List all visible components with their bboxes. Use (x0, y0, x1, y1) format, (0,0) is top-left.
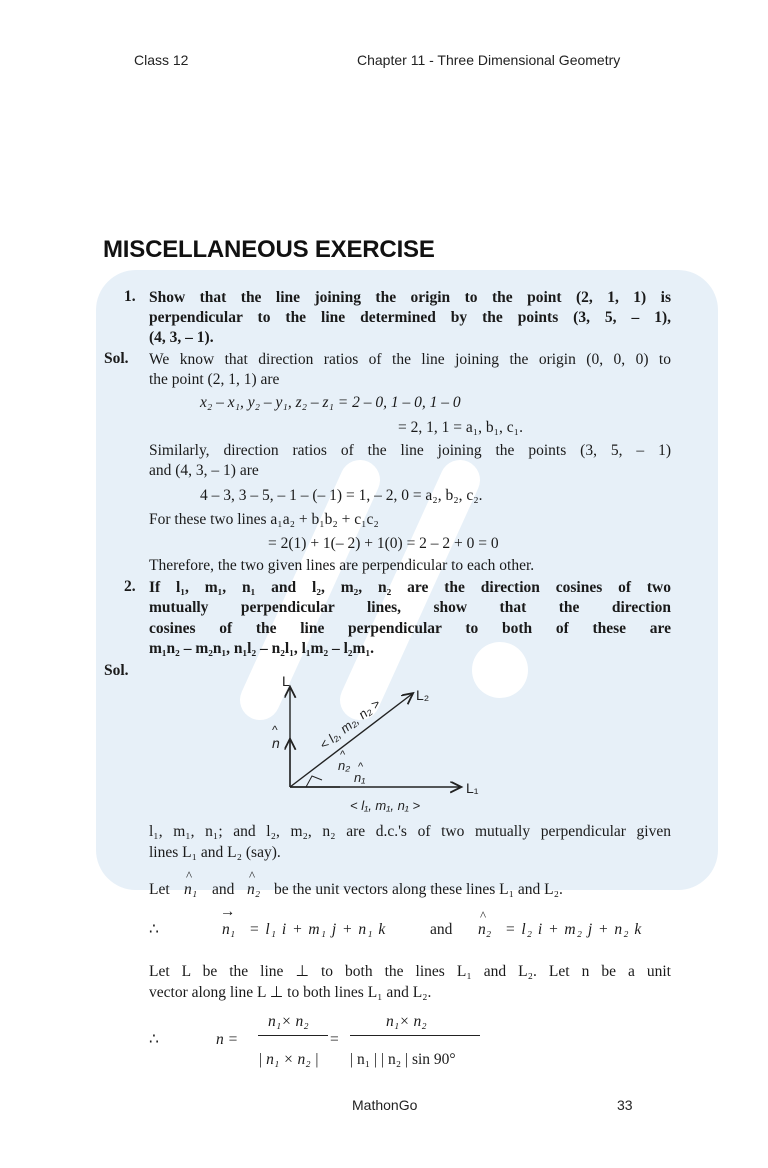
sol1-line-6: Therefore, the two given lines are perpendicular to each other. (149, 557, 535, 574)
label-L: L (282, 673, 290, 689)
sol2-let: Let (149, 881, 170, 898)
q2-number: 2. (124, 578, 136, 595)
sol2-let-rest: be the unit vectors along these lines L₁ and L₂. (274, 881, 563, 898)
label-n2-hat: ^ (340, 749, 346, 761)
frac-num-2: n₁× n₂ (386, 1013, 427, 1030)
frac-den-1: | n₁ × n₂ | (258, 1051, 319, 1068)
sol2-and: and (212, 881, 235, 898)
frac-bar-1 (258, 1035, 328, 1036)
label-n1: n₁ (354, 770, 366, 785)
q2-line-1: If l₁, m₁, n₁ and l₂, m₂, n₂ are the direction cosines of two (149, 579, 671, 596)
label-L2: L₂ (416, 687, 430, 703)
right-angle-mark (306, 776, 322, 787)
frac-den-2: | n₁ | | n₂ | sin 90° (350, 1051, 456, 1068)
q1-number: 1. (124, 288, 136, 305)
eq-rhs-2: = l₂ i + m₂ j + n₂ k (505, 921, 643, 938)
q2-line-4: m₁n₂ – m₂n₁, n₁l₂ – n₂l₁, l₁m₂ – l₂m₁. (149, 640, 374, 657)
q1-line-1: Show that the line joining the origin to the point (2, 1, 1) is (149, 289, 671, 306)
sol1-label: Sol. (104, 350, 129, 367)
label-n-hat: ^ (272, 723, 278, 737)
hat-n2: ^ (249, 868, 256, 883)
q1-line-3: (4, 3, – 1). (149, 329, 214, 346)
sol1-eq-1: x₂ – x₁, y₂ – y₁, z₂ – z₁ = 2 – 0, 1 – 0, 1 – 0 (200, 394, 461, 411)
eq-lhs-n1: n₁ (222, 921, 236, 938)
footer-brand: MathonGo (352, 1097, 418, 1113)
header-chapter: Chapter 11 - Three Dimensional Geometry (357, 52, 621, 68)
sol2-label: Sol. (104, 662, 129, 679)
sol2-n1: n₁ (184, 881, 198, 898)
label-n: n (272, 735, 280, 751)
vec-arrow: → (220, 903, 236, 920)
eq-lhs-n2: n₂ (478, 921, 492, 938)
eq-and: and (430, 921, 453, 938)
eq-rhs-1: = l₁ i + m₁ j + n₁ k (249, 921, 387, 938)
sol2-line-5: vector along line L ⊥ to both lines L₁ and L₂. (149, 984, 432, 1001)
sol2-line-2: lines L₁ and L₂ (say). (149, 844, 281, 861)
q1-line-2: perpendicular to the line determined by the points (3, 5, – 1), (149, 309, 671, 326)
label-l2m2n2: < l₂, m₂, n₂ > (316, 695, 384, 753)
sol1-eq-2: = 2, 1, 1 = a₁, b₁, c₁. (398, 419, 523, 436)
page-number: 33 (617, 1097, 633, 1113)
frac-num-1: n₁× n₂ (268, 1013, 309, 1030)
sol2-line-4: Let L be the line ⊥ to both the lines L₁ and L₂. Let n be a unit (149, 963, 671, 980)
page-title: MISCELLANEOUS EXERCISE (103, 236, 435, 263)
hat-n1: ^ (186, 868, 193, 883)
sol1-line-5: For these two lines a₁a₂ + b₁b₂ + c₁c₂ (149, 511, 379, 528)
sol1-line-1: We know that direction ratios of the line joining the origin (0, 0, 0) to (149, 351, 671, 368)
q2-line-3: cosines of the line perpendicular to both of these are (149, 620, 671, 637)
sol1-line-4: and (4, 3, – 1) are (149, 462, 259, 479)
q2-line-2: mutually perpendicular lines, show that the direction (149, 599, 671, 616)
label-l1m1n1: < l₁, m₁, n₁ > (350, 798, 421, 813)
therefore-1: ∴ (149, 921, 159, 938)
sol1-eq-4: = 2(1) + 1(– 2) + 1(0) = 2 – 2 + 0 = 0 (268, 535, 499, 552)
frac-eq: = (330, 1031, 339, 1048)
sol1-eq-3: 4 – 3, 3 – 5, – 1 – (– 1) = 1, – 2, 0 = a₂, b₂, c₂. (200, 487, 483, 504)
frac-bar-2 (350, 1035, 480, 1036)
hat-eq-n2: ^ (480, 908, 487, 923)
header-class: Class 12 (134, 52, 189, 68)
axis-L2 (290, 694, 412, 787)
sol2-line-1: l₁, m₁, n₁; and l₂, m₂, n₂ are d.c.'s of two mutually perpendicular given (149, 823, 671, 840)
therefore-2: ∴ (149, 1031, 159, 1048)
label-n2: n₂ (338, 758, 351, 773)
label-n1-hat: ^ (358, 761, 364, 773)
direction-cosines-diagram (260, 672, 500, 817)
sol2-n2: n₂ (247, 881, 261, 898)
sol1-line-3: Similarly, direction ratios of the line joining the points (3, 5, – 1) (149, 442, 671, 459)
frac-lhs: n = (216, 1031, 239, 1048)
sol1-line-2: the point (2, 1, 1) are (149, 371, 280, 388)
label-L1: L₁ (466, 780, 479, 796)
